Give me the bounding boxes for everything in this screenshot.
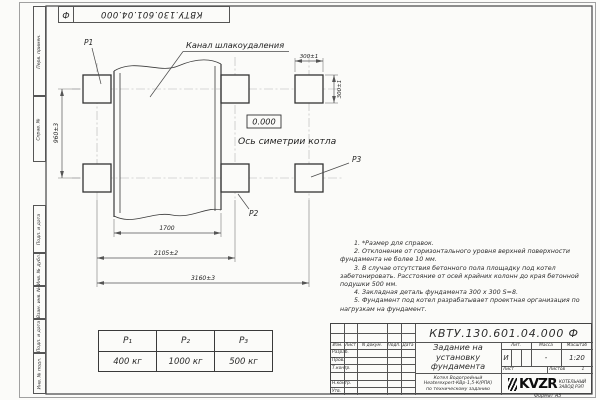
margin-label: Подп. и дата (37, 213, 43, 245)
margin-cell-vzam-inv (33, 286, 46, 319)
tb-sheets-label: Листов (549, 367, 566, 372)
tb-col-podp: Подп. (387, 343, 401, 348)
load-header-p3: P₃ (215, 331, 273, 352)
factory-line2: ЗАВОД РЭП (558, 384, 584, 389)
tb-title-line3: фундамента (430, 361, 486, 372)
tb-scale-label: Масштаб (566, 343, 588, 348)
tb-mass-label: Масса (539, 343, 553, 348)
tb-lit-label: Лит. (511, 343, 521, 348)
tb-lit-value: И (503, 353, 509, 362)
p2-label: P2 (249, 209, 259, 218)
break-line-bottom (114, 209, 221, 219)
load-header-p2: P₂ (157, 331, 215, 352)
tb-sheet-label: Лист (503, 367, 514, 372)
pad-top-left (83, 75, 111, 103)
margin-label: Подп. и дата (37, 320, 43, 352)
pad-bottom-middle (221, 164, 249, 192)
dim-300-horizontal: 300±1 (299, 54, 319, 60)
margin-label: Перв. примен. (37, 33, 42, 69)
format-label: Формат А3 (534, 394, 562, 399)
tb-scale-value: 1:20 (569, 353, 585, 362)
tb-col-data: Дата (402, 343, 414, 348)
corner-stamp-number: КВТУ.130.601.04.000 (100, 9, 203, 20)
pad-top-right (295, 75, 323, 103)
dim-1700: 1700 (159, 225, 175, 232)
tb-mass-value: - (544, 353, 548, 362)
dim-960: 960±3 (53, 122, 60, 144)
tb-row-nkontr: Н.контр. (332, 380, 352, 386)
note-1: 1. *Размер для справок. (354, 240, 434, 247)
margin-label: Справ. № (37, 117, 43, 141)
margin-cell-podp-data-1 (33, 205, 46, 253)
tb-sheets-value: 1 (581, 367, 585, 372)
tb-doc-number: КВТУ.130.601.04.000 Ф (429, 326, 579, 340)
corner-stamp (58, 6, 230, 23)
p3-label: P3 (352, 155, 362, 164)
tb-row-tkontr: Т.контр. (332, 365, 351, 371)
channel-label: Канал шлакоудаления (186, 40, 285, 50)
note-5: 5. Фундамент под котел разрабатывает проектная организация по нагрузкам на фундамент. (340, 297, 580, 313)
margin-label: Инв. № подл. (37, 357, 43, 390)
tb-subtitle-line3: по техническому заданию (426, 386, 490, 392)
note-4: 4. Закладная деталь фундамента 300 х 300 S=8. (354, 289, 518, 297)
load-value-p1: 400 кг (99, 352, 157, 372)
tb-title-line1: Задание на (433, 342, 483, 353)
tb-row-prov: Пров. (332, 357, 345, 363)
slag-channel (114, 60, 221, 220)
tb-col-izm: Изм. (332, 343, 343, 348)
load-table (98, 330, 273, 372)
kvzr-logo-text: KVZR (518, 376, 557, 392)
tb-col-ndokum: N докум. (362, 343, 382, 348)
factory-name (559, 379, 586, 389)
kvzr-logo-mark-icon (508, 378, 517, 391)
margin-label: Инв. № дубл. (37, 253, 42, 286)
tb-row-razrab: Разраб. (332, 350, 349, 356)
elevation-value: 0.000 (252, 116, 276, 127)
load-table-header-row (99, 331, 273, 352)
load-value-p2: 1000 кг (157, 352, 215, 372)
tb-title (415, 342, 501, 373)
load-value-p3: 500 кг (215, 352, 273, 372)
p1-label: P1 (84, 38, 94, 47)
note-3: 3. В случае отсутствия бетонного пола площадку под котел забетонировать. Расстояние от осей крайних колонн до края бетонной подушки 500 мм. (340, 264, 579, 289)
tb-col-list: Лист (345, 343, 356, 348)
foundation-pads (83, 75, 323, 192)
tb-subtitle (415, 373, 501, 395)
factory-line1: КОТЕЛЬНЫЙ (558, 379, 587, 384)
margin-cell-inv-dubl (33, 253, 46, 286)
company-logo (501, 373, 593, 395)
dim-2105: 2105±2 (153, 250, 179, 257)
note-2: 2. Отклонение от горизонтального уровня верхней поверхности фундамента не более 10 мм. (340, 248, 570, 264)
margin-cell-inv-podl (33, 353, 46, 394)
pad-top-middle (221, 75, 249, 103)
load-header-p1: P₁ (99, 331, 157, 352)
tb-subtitle-line2: Heaterexpert-КВр-1,5-К(РПК) (423, 381, 493, 387)
pad-bottom-left (83, 164, 111, 192)
break-line-top (114, 60, 221, 71)
pad-bottom-right (295, 164, 323, 192)
margin-cell-podp-data-2 (33, 319, 46, 353)
tb-title-line2: установку (435, 351, 481, 362)
axis-label: Ось симетрии котла (238, 136, 337, 147)
corner-stamp-suffix: Ф (59, 7, 74, 22)
load-table-value-row (99, 352, 273, 372)
margin-cell-sprav-no (33, 96, 46, 162)
margin-cell-perv-primen (33, 6, 46, 96)
margin-label: Взам. инв. № (37, 286, 43, 319)
notes-block (340, 240, 592, 314)
tb-row-utv: Утв. (332, 388, 342, 394)
tb-subtitle-line1: Котел Водогрейный (433, 375, 483, 381)
title-block (330, 323, 592, 394)
dim-300-vertical: 300±1 (337, 79, 343, 99)
dim-3160: 3160±3 (190, 275, 216, 282)
